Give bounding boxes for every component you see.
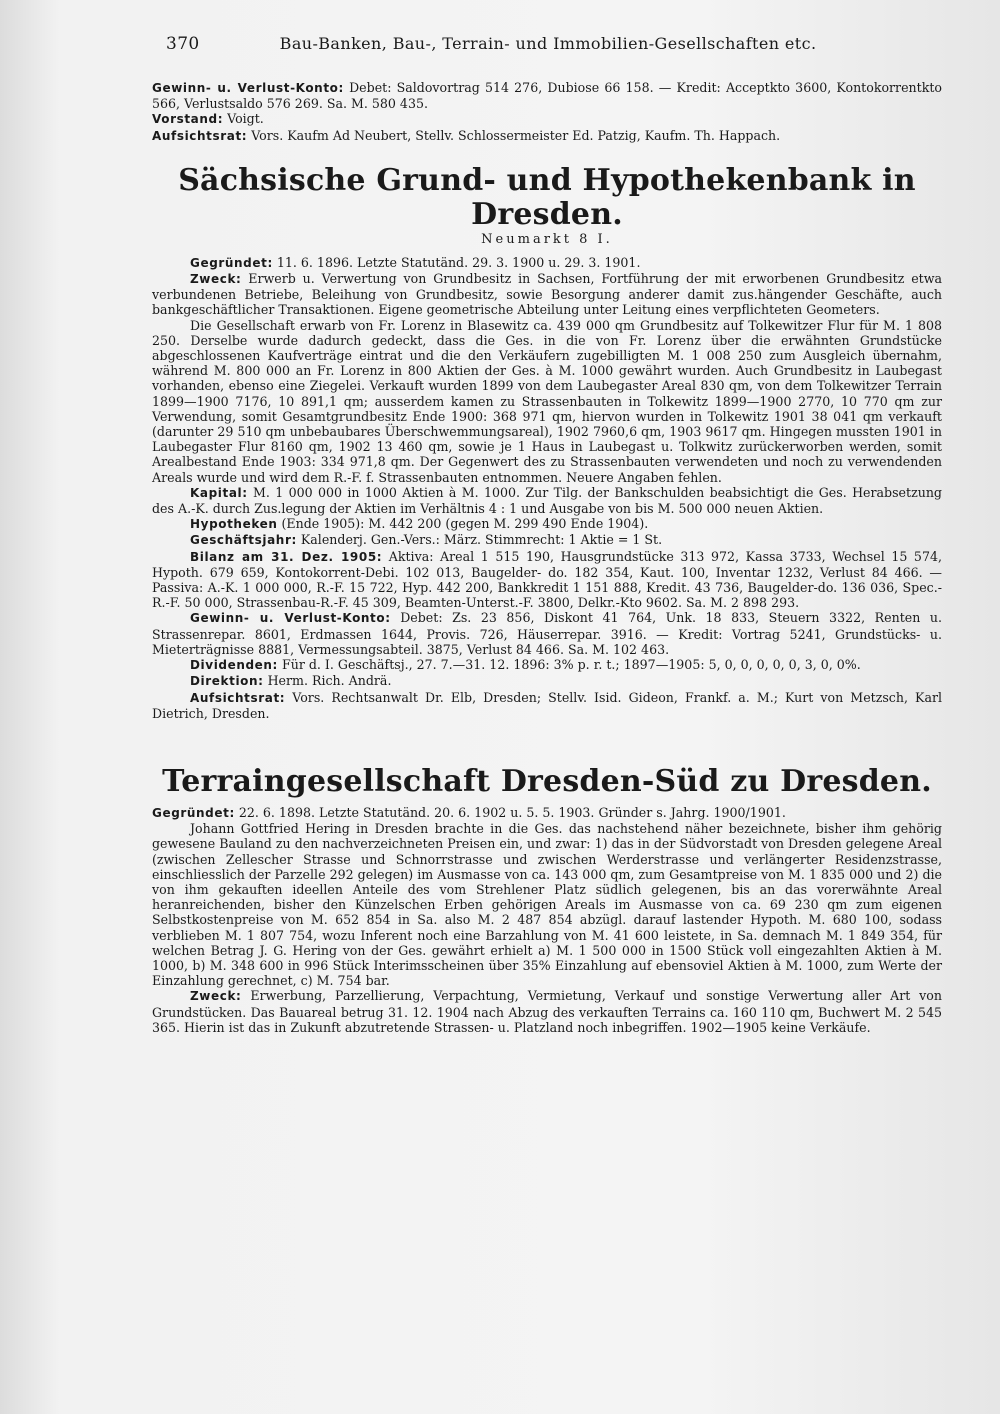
company2-paragraph-gegruendet bbox=[152, 805, 942, 821]
company1-paragraph-gegruendet bbox=[152, 255, 942, 271]
paragraph-text: Erwerb u. Verwertung von Grundbesitz in Sachsen, Fortführung der mit erworbenen Grundbesitz etwa verbundenen Betriebe, Beleihung von Grundbesitz, sowie Besorgung anderer damit zus.hängender Geschäfte, auch bankgeschäftlicher Transaktionen. Eigene geometrische Abteilung unter Leitung eines verpflichteten Geometers. bbox=[152, 271, 943, 318]
page-number: 370 bbox=[166, 34, 200, 54]
paragraph-text: Herm. Rich. Andrä. bbox=[267, 673, 392, 689]
company1-paragraph-direktion bbox=[152, 673, 942, 689]
paragraph-label: Zweck: bbox=[190, 272, 242, 287]
paragraph-label: Gegründet: bbox=[190, 255, 273, 270]
company1-paragraph-history bbox=[152, 318, 942, 485]
paragraph-text: Debet: Saldovortrag 514 276, Dubiose 66 158. — Kredit: Acceptkto 3600, Kontokorrentkto 566, Verlustsaldo 576 269. Sa. M. 580 435. bbox=[152, 80, 942, 112]
paragraph-text: Aktiva: Areal 1 515 190, Hausgrundstücke 313 972, Kassa 3733, Wechsel 15 574, Hypoth. 679 659, Kontokorrent-Debi. 102 013, Baugelder- do. 182 354, Kaut. 100, Inventar 1232, Verlust 84 466. — Passiva: A.-K. 1 000 000, R.-F. 15 722, Hyp. 442 200, Bankkredit 1 151 888, Kredit. 43 736, Baugelder-do. 136 036, Spec.-R.-F. 50 000, Strassenbau-R.-F. 45 309, Beamten-Unterst.-F. 3800, Delkr.-Kto 9602. Sa. M. 2 898 293. bbox=[152, 548, 942, 611]
top-aufsichtsrat-paragraph bbox=[152, 128, 942, 144]
paragraph-text: 11. 6. 1896. Letzte Statutänd. 29. 3. 1900 u. 29. 3. 1901. bbox=[276, 254, 641, 270]
company1-paragraph-bilanz bbox=[152, 549, 942, 611]
paragraph-text: Die Gesellschaft erwarb von Fr. Lorenz in Blasewitz ca. 439 000 qm Grundbesitz auf Tolkewitzer Flur für M. 1 808 250. Derselbe wurde dadurch gedeckt, dass die Ges. in die von Fr. Lorenz über die erwähnten Grundstücke abgeschlossenen Kaufverträge eintrat und die den Verkäufern zugebilligten M. 1 008 250 zum Ausgleich übernahm, während M. 800 000 an Fr. Lorenz in 800 Aktien der Ges. à M. 1000 gewährt wurden. Auch Grundbesitz in Laubegast vorhanden, ebenso eine Ziegelei. Verkauft wurden 1899 von dem Laubegaster Areal 830 qm, von dem Tolkewitzer Terrain 1899—1900 7176, 10 891,1 qm; ausserdem kamen zu Strassenbauten in Tolkewitz 1899—1900 2770, 10 770 qm zur Verwendung, somit Gesamtgrundbesitz Ende 1900: 368 971 qm, hiervon wurden in Tolkewitz 1901 38 041 qm verkauft (darunter 29 510 qm unbebaubares Überschwemmungsareal), 1902 7960,6 qm, 1903 9617 qm. Hingegen mussten 1901 in Laubegaster Flur 8160 qm, 1902 13 460 qm, sowie je 1 Haus in Laubegast u. Tolkwitz zurückerworben werden, somit Arealbestand Ende 1903: 334 971,8 qm. Der Gegenwert des zu Strassenbauten verwendeten und noch zu verwendenden Areals wurde und wird dem R.-F. f. Strassenbauten entnommen. Neuere Angaben fehlen. bbox=[152, 317, 942, 485]
paragraph-text: M. 1 000 000 in 1000 Aktien à M. 1000. Zur Tilg. der Bankschulden beabsichtigt die Ges. Herabsetzung des A.-K. durch Zus.legung der Aktien im Verhältnis 4 : 1 und Ausgabe von bis M. 500 000 neuen Aktien. bbox=[152, 484, 942, 517]
paragraph-text: 22. 6. 1898. Letzte Statutänd. 20. 6. 1902 u. 5. 5. 1903. Gründer s. Jahrg. 1900/1901. bbox=[238, 804, 786, 820]
company1-paragraph-geschaeftsjahr bbox=[152, 532, 942, 548]
paragraph-text: Voigt. bbox=[227, 111, 264, 127]
running-title: Bau-Banken, Bau-, Terrain- und Immobilien-Gesellschaften etc. bbox=[279, 34, 817, 53]
paragraph-label: Kapital: bbox=[190, 485, 248, 500]
paragraph-label: Hypotheken bbox=[190, 517, 278, 532]
paragraph-label: Aufsichtsrat: bbox=[152, 128, 248, 143]
company1-paragraph-hypotheken bbox=[152, 516, 942, 532]
company-address: Neumarkt 8 I. bbox=[481, 231, 613, 247]
paragraph-label: Dividenden: bbox=[190, 658, 278, 673]
paragraph-text: Vors. Kaufm Ad Neubert, Stellv. Schlossermeister Ed. Patzig, Kaufm. Th. Happach. bbox=[251, 127, 781, 143]
company1-paragraph-dividenden bbox=[152, 657, 942, 673]
company1-paragraph-aufsichtsrat bbox=[152, 690, 942, 721]
top-gewinn-paragraph bbox=[152, 80, 942, 111]
paragraph-text: Vors. Rechtsanwalt Dr. Elb, Dresden; Stellv. Isid. Gideon, Frankf. a. M.; Kurt von Metzsch, Karl Dietrich, Dresden. bbox=[152, 689, 943, 721]
paragraph-label: Bilanz am 31. Dez. 1905: bbox=[190, 549, 383, 564]
company-title: Terraingesellschaft Dresden-Süd zu Dresden. bbox=[162, 763, 932, 799]
paragraph-text: Debet: Zs. 23 856, Diskont 41 764, Unk. 18 833, Steuern 3322, Renten u. Strassenrepar. 8601, Erdmassen 1644, Provis. 726, Häuserrepar. 3916. — Kredit: Vortrag 5241, Grundstücks- u. Mieterträgnisse 8881, Vermessungsabteil. 3875, Verlust 84 466. Sa. M. 102 463. bbox=[152, 610, 942, 657]
company2-paragraph-zweck bbox=[152, 988, 942, 1035]
company2-paragraph-history bbox=[152, 821, 942, 988]
paragraph-label: Gewinn- u. Verlust-Konto: bbox=[152, 81, 344, 95]
company1-paragraph-kapital bbox=[152, 485, 942, 516]
paragraph-text: Johann Gottfried Hering in Dresden brachte in die Ges. das nachstehend näher bezeichnete, bisher ihm gehörig gewesene Bauland zu den nachverzeichneten Preisen ein, und zwar: 1) das in der Südvorstadt von Dresden gelegene Areal (zwischen Zellescher Strasse und Schnorrstrasse und zwischen Werderstrasse und verlängerter Residenzstrasse, einschliesslich der Parzelle 292 gelegen) im Ausmasse von ca. 143 000 qm, zum Gesamtpreise von M. 1 835 000 und 2) die von ihm gekauften ideellen Anteile des vom Strehlener Platz südlich gelegenen, bis an das vorerwähnte Areal heranreichenden, bisher den Künzelschen Erben gehörigen Areals im Ausmasse von ca. 69 230 qm zum eigenen Selbstkostenpreise von M. 652 854 in Sa. also M. 2 487 854 abzügl. darauf lastender Hypoth. M. 680 100, sodass verblieben M. 1 807 754, wozu Inferent noch eine Barzahlung von M. 41 600 leistete, in Sa. demnach M. 1 849 354, für welchen Betrag J. G. Hering von der Ges. gewährt erhielt a) M. 1 500 000 in 1500 Stück voll eingezahlten Aktien à M. 1000, b) M. 348 600 in 996 Stück Interimsscheinen über 35% Einzahlung auf ebensoviel Aktien à M. 1000, zum Werte der Einzahlung gerechnet, c) M. 754 bar. bbox=[152, 821, 942, 989]
paragraph-text: Kalenderj. Gen.-Vers.: März. Stimmrecht: 1 Aktie = 1 St. bbox=[300, 532, 663, 548]
paragraph-label: Zweck: bbox=[190, 989, 242, 1004]
paragraph-label: Gewinn- u. Verlust-Konto: bbox=[190, 611, 391, 626]
paragraph-label: Gegründet: bbox=[152, 805, 235, 820]
company1-paragraph-gewinn bbox=[152, 610, 942, 657]
paragraph-text: Für d. I. Geschäftsj., 27. 7.—31. 12. 1896: 3% p. r. t.; 1897—1905: 5, 0, 0, 0, 0, 0, 3, 0, 0%. bbox=[281, 657, 861, 673]
paragraph-label: Geschäftsjahr: bbox=[190, 533, 297, 548]
company1-paragraph-zweck bbox=[152, 271, 942, 318]
paragraph-text: (Ende 1905): M. 442 200 (gegen M. 299 490 Ende 1904). bbox=[281, 516, 649, 532]
paragraph-text: Erwerbung, Parzellierung, Verpachtung, Vermietung, Verkauf und sonstige Verwertung aller Art von Grundstücken. Das Bauareal betrug 31. 12. 1904 nach Abzug des verkauften Terrains ca. 160 110 qm, Buchwert M. 2 545 365. Hierin ist das in Zukunft abzutretende Strassen- u. Platzland noch inbegriffen. 1902—1905 keine Verkäufe. bbox=[152, 988, 942, 1035]
paragraph-label: Vorstand: bbox=[152, 112, 224, 127]
top-vorstand-paragraph bbox=[152, 111, 942, 127]
paragraph-label: Aufsichtsrat: bbox=[190, 690, 286, 705]
paragraph-label: Direktion: bbox=[190, 674, 264, 689]
running-header bbox=[166, 34, 942, 54]
company-title: Sächsische Grund- und Hypothekenbank in Dresden. bbox=[178, 162, 916, 232]
